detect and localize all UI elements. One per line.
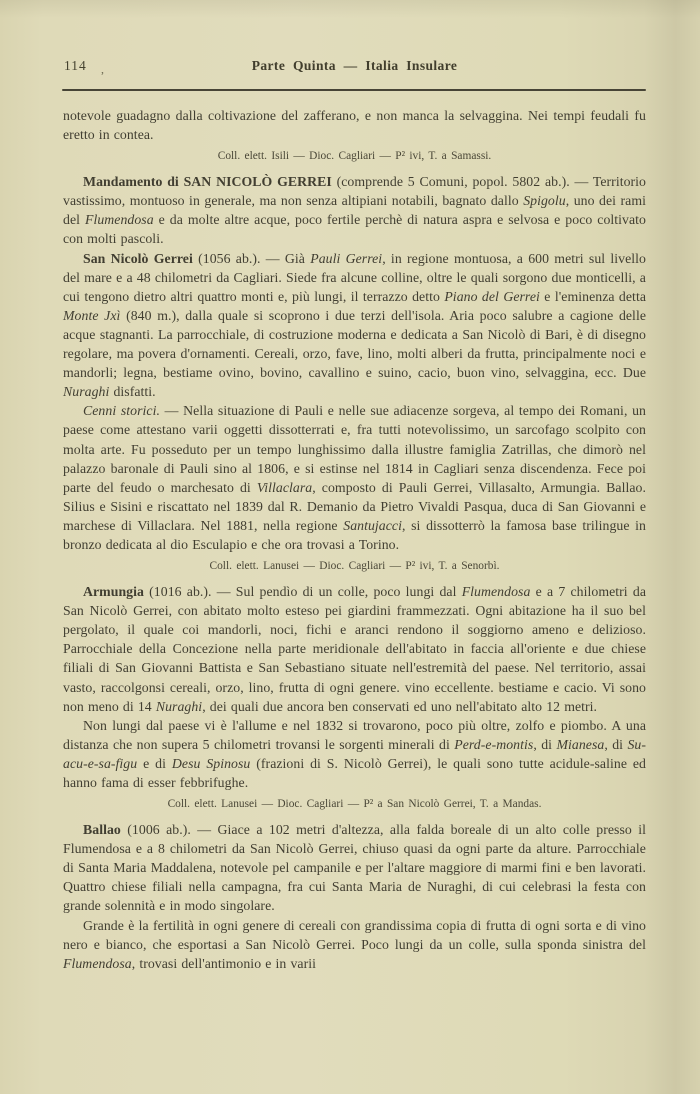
header-rule [62,89,646,91]
electoral-note: Coll. elett. Isili — Dioc. Cagliari — P² ivi, T. a Samassi. [217,150,492,163]
electoral-note: Coll. elett. Lanusei — Dioc. Cagliari — P² ivi, T. a Senorbì. [209,560,500,573]
paragraph: Cenni storici. — Nella situazione di Pauli e nelle sue adiacenze sorgeva, al tempo dei Romani, un paese come attestano varii oggetti dissotterrati e, fra tutti notevolissimo, un sarcofago scolpito con molta arte. Fu posseduto per un tempo lunghissimo dalla illustre famiglia Zatrillas, che dimorò nel palazzo baronale di Pauli sino al 1806, e si estinse nel 1814 in Cagliari senza discendenza. Fece poi parte del feudo o marchesato di Villaclara, composto di Pauli Gerrei, Villasalto, Armungia. Ballao. Silius e Sisini e riscattato nel 1839 dal R. Demanio da Pietro Vivaldi Pasqua, duca di San Giovanni e marchese di Villaclara. Nel 1881, nella regione Santujacci, si dissotterrò la famosa base trilingue in bronzo dedicata al dio Esculapio e che ora trovasi a Torino. [63,403,647,552]
text-block [63,106,646,973]
paragraph: Grande è la fertilità in ogni genere di cereali con grandissima copia di frutta di ogni sorta e di vino nero e bianco, che esportasi a San Nicolò Gerrei. Poco lungi da un colle, sulla sponda sinistra del Flumendosa, trovasi dell'antimonio e in varii [63,917,646,971]
paragraph: notevole guadagno dalla coltivazione del zafferano, e non manca la selvaggina. Nei tempi feudali fu eretto in contea. [63,108,646,143]
paragraph: Non lungi dal paese vi è l'allume e nel 1832 si trovarono, poco più oltre, zolfo e piombo. A una distanza che non supera 5 chilometri trovansi le sorgenti minerali di Perd-e-montis, di Mianesa, di Su-acu-e-sa-figu e di Desu Spinosu (frazioni di S. Nicolò Gerrei), le quali sono tutte acidule-saline ed hanno fama di esser febbrifughe. [63,717,646,790]
stray-ink-mark: , [101,62,104,76]
running-title: Parte Quinta — Italia Insulare [251,58,458,73]
electoral-note: Coll. elett. Lanusei — Dioc. Cagliari — P² a San Nicolò Gerrei, T. a Mandas. [167,798,542,811]
running-header [63,58,646,78]
paragraph: Mandamento di SAN NICOLÒ GERREI (comprende 5 Comuni, popol. 5802 ab.). — Territorio vastissimo, montuoso in generale, ma non senza altipiani notabili, bagnato dallo Spigolu, uno dei rami del Flumendosa e da molte altre acque, poco fertile perchè di natura aspra e selvosa e poco coltivato con molti pascoli. [63,174,647,247]
paragraph: Armungia (1016 ab.). — Sul pendìo di un colle, poco lungi dal Flumendosa e a 7 chilometri da San Nicolò Gerrei, con abitato molto esteso pei giardini frammezzati. Ogni abitazione ha il suo bel pergolato, il quale coi mandorli, noci, fichi e aranci rendono il soggiorno ameno e delizioso. Parrocchiale della Concezione nella parte meridionale dell'abitato in faccia all'oriente e due chiese filiali di San Giovanni Battista e San Sebastiano situate nell'estremità del paese. Nel territorio, assai vasto, raccolgonsi cereali, orzo, lino, frutta di ogni genere. vino eccellente. bestiame e cacio. Vi sono non meno di 14 Nuraghi, dei quali due ancora ben conservati ed uno nell'abitato alto 12 metri. [63,584,646,714]
paragraph: Ballao (1006 ab.). — Giace a 102 metri d'altezza, alla falda boreale di un alto colle presso il Flumendosa e a 8 chilometri da San Nicolò Gerrei, chiuso quasi da ogni parte da alture. Parrocchiale di Santa Maria Maddalena, notevole pel campanile e per l'altare maggiore di marmi fini e ben lavorati. Quattro chiese filiali nella campagna, fra cui Santa Maria de Nuraghi, di cui celebrasi la festa con grande solennità e in modo singolare. [63,822,646,914]
page-number: 114 [64,58,87,73]
paragraph: San Nicolò Gerrei (1056 ab.). — Già Pauli Gerrei, in regione montuosa, a 600 metri sul livello del mare e a 48 chilometri da Cagliari. Siede fra alcune colline, oltre le quali sorgono due monticelli, a cui tengono dietro altri quattro monti e, più lungi, il terrazzo detto Piano del Gerrei e l'eminenza detta Monte Jxì (840 m.), dalla quale si scoprono i due terzi dell'isola. Aria poco salubre a cagione delle acque stagnanti. La parrocchiale, di costruzione moderna e dedicata a San Nicolò di Bari, è di disegno regolare, ma povera d'ornamenti. Cereali, orzo, fave, lino, molti alberi da frutta, principalmente noci e mandorli; legna, bestiame ovino, bovino, cavallino e suino, cacio, buon vino, selvaggina, ecc. Due Nuraghi disfatti. [63,250,647,400]
